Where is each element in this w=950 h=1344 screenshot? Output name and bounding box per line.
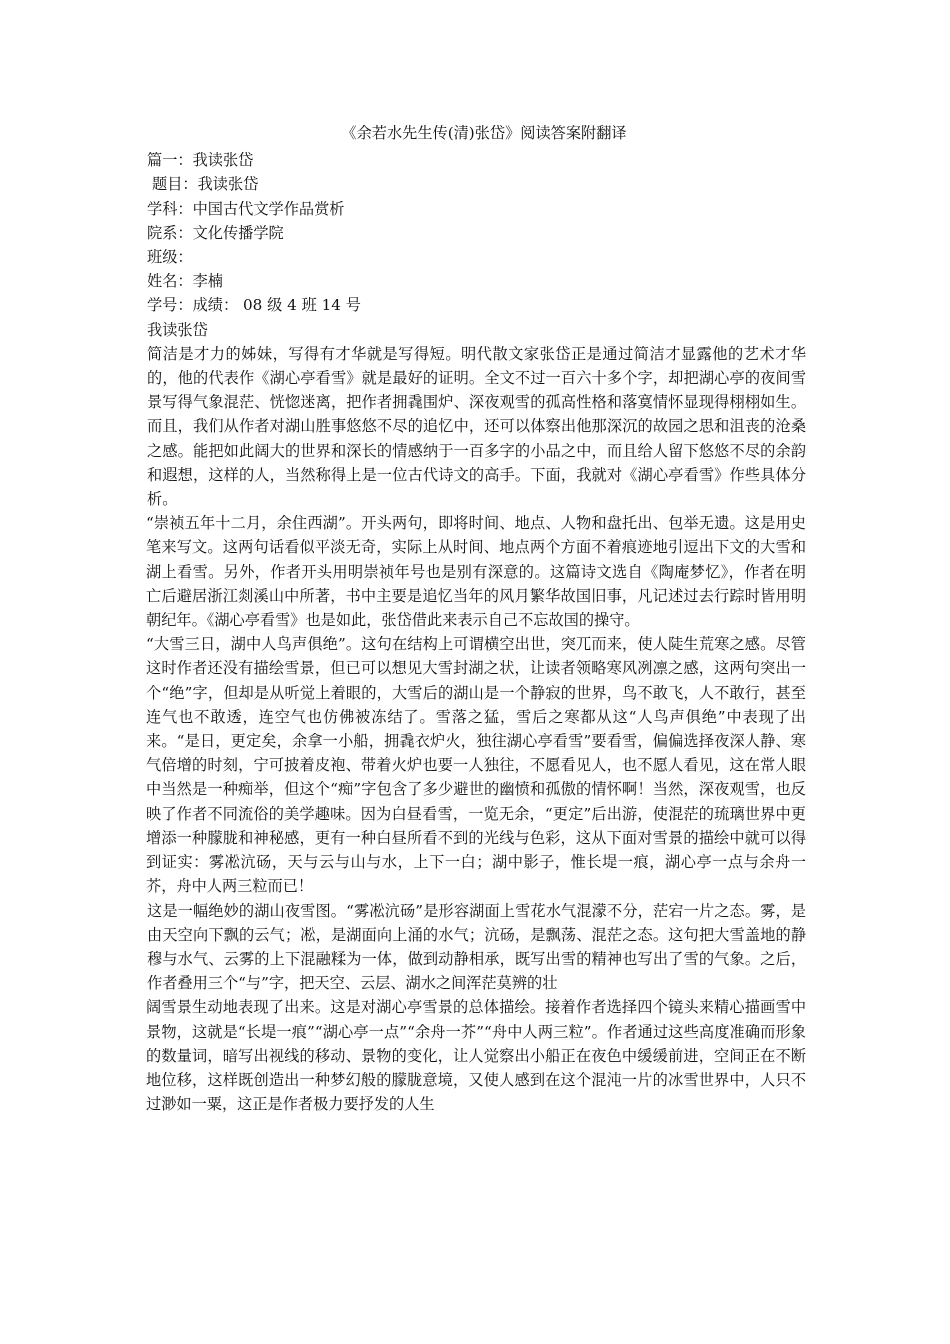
document-page	[146, 121, 806, 1116]
paragraph-intro: 简洁是才力的姊妹，写得有才华就是写得短。明代散文家张岱正是通过简洁才显露他的艺术才华的，他的代表作《湖心亭看雪》就是最好的证明。全文不过一百六十多个字，却把湖心亭的夜间雪景写得气象混茫、恍惚迷离，把作者拥毳围炉、深夜观雪的孤高性格和落寞情怀显现得栩栩如生。而且，我们从作者对湖山胜事悠悠不尽的追忆中，还可以体察出他那深沉的故园之思和沮丧的沧桑之感。能把如此阔大的世界和深长的情感纳于一百多字的小品之中，而且给人留下悠悠不尽的余韵和遐想，这样的人，当然称得上是一位古代诗文的高手。下面，我就对《湖心亭看雪》作些具体分析。	[147, 344, 806, 509]
document-title: 《余若水先生传(清)张岱》阅读答案附翻译	[341, 124, 627, 142]
meta-class: 班级：	[147, 248, 193, 267]
meta-name: 姓名：李楠	[147, 272, 223, 291]
meta-topic: 题目：我读张岱	[152, 175, 259, 194]
meta-student-id: 学号：成绩： 08 级 4 班 14 号	[147, 296, 361, 315]
document-meta	[146, 148, 806, 342]
paragraph-detail-shots: 阔雪景生动地表现了出来。这是对湖心亭雪景的总体描绘。接着作者选择四个镜头来精心描画雪中景物，这就是“长堤一痕”“湖心亭一点”“余舟一芥”“舟中人两三粒”。作者通过这些高度准确而形象的数量词，暗写出视线的移动、景物的变化，让人觉察出小船正在夜色中缓缓前进，空间正在不断地位移，这样既创造出一种梦幻般的朦胧意境，又使人感到在这个混沌一片的冰雪世界中，人只不过渺如一粟，这正是作者极力要抒发的人生	[146, 998, 806, 1114]
meta-section-label: 篇一：我读张岱	[147, 151, 254, 170]
document-body	[146, 342, 806, 1117]
essay-heading: 我读张岱	[147, 320, 208, 339]
paragraph-night-snow-picture: 这是一幅绝妙的湖山夜雪图。“雾凇沆砀”是形容湖面上雪花水气混濛不分，茫宕一片之态。雾，是由天空向下飘的云气；凇，是湖面向上涌的水气；沆砀，是飘荡、混茫之态。这句把大雪盖地的静穆与水气、云雾的上下混融糅为一体，做到动静相承，既写出雪的精神也写出了雪的气象。之后，作者叠用三个“与”字，把天空、云层、湖水之间浑茫莫辨的壮	[147, 901, 806, 993]
paragraph-opening-lines: “崇祯五年十二月，余住西湖”。开头两句，即将时间、地点、人物和盘托出、包举无遗。这是用史笔来写文。这两句话看似平淡无奇，实际上从时间、地点两个方面不着痕迹地引逗出下文的大雪和湖上看雪。另外，作者开头用明崇祯年号也是别有深意的。这篇诗文选自《陶庵梦忆》，作者在明亡后避居浙江剡溪山中所著，书中主要是追忆当年的风月繁华故国旧事，凡记述过去行踪时皆用明朝纪年。《湖心亭看雪》也是如此，张岱借此来表示自己不忘故国的操守。	[146, 514, 806, 630]
paragraph-snow-scene: “大雪三日，湖中人鸟声俱绝”。这句在结构上可谓横空出世，突兀而来，使人陡生荒寒之感。尽管这时作者还没有描绘雪景，但已可以想见大雪封湖之状，让读者领略寒风冽凛之感，这两句突出一个“绝”字，但却是从听觉上着眼的，大雪后的湖山是一个静寂的世界，鸟不敢飞，人不敢行，甚至连气也不敢透，连空气也仿佛被冻结了。雪落之猛，雪后之寒都从这“人鸟声俱绝”中表现了出来。“是日，更定矣，余拿一小船，拥毳衣炉火，独往湖心亭看雪”要看雪，偏偏选择夜深人静、寒气倍增的时刻，宁可披着皮袍、带着火炉也要一人独往，不愿看见人，也不愿人看见，这在常人眼中当然是一种痴举，但这个“痴”字包含了多少避世的幽愤和孤傲的情怀啊！当然，深夜观雪，也反映了作者不同流俗的美学趣味。因为白昼看雪，一览无余，“更定”后出游，使混茫的琉璃世界中更增添一种朦胧和神秘感，更有一种白昼所看不到的光线与色彩，这从下面对雪景的描绘中就可以得到证实：雾凇沆砀，天与云与山与水，上下一白；湖中影子，惟长堤一痕，湖心亭一点与余舟一芥，舟中人两三粒而已！	[146, 635, 806, 896]
meta-department: 院系：文化传播学院	[147, 223, 284, 242]
meta-subject: 学科：中国古代文学作品赏析	[147, 199, 345, 218]
